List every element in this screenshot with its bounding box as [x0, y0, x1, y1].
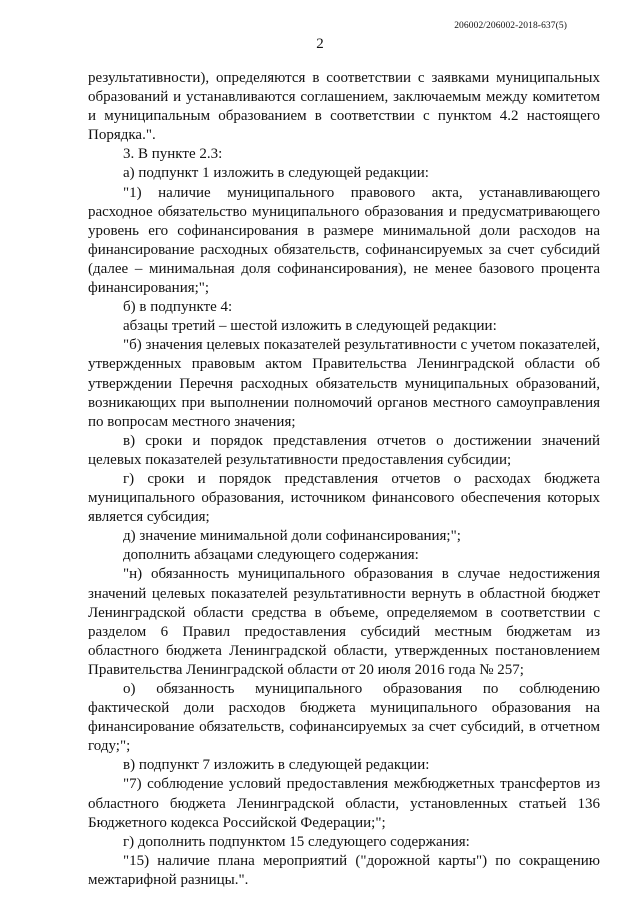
paragraph-quote-d: д) значение минимальной доли софинансирования;"; [123, 528, 461, 545]
page-number: 2 [316, 36, 324, 52]
paragraph-quote-1: "1) наличие муниципального правового акта, устанавливающего расходное обязательство муниципального образования и предусматривающего уровень его софинансирования в размере минимальной доли расходов на финансирование расходных обязательств, софинансируемых за счет субсидий (далее – минимальная доля софинансирования), не менее базового процента финансирования;"; [88, 184, 600, 297]
paragraph-quote-v: в) сроки и порядок представления отчетов о достижении значений целевых показателей результативности предоставления субсидии; [88, 432, 600, 468]
paragraph-dopolnit: дополнить абзацами следующего содержания: [123, 547, 419, 564]
paragraph-quote-15: "15) наличие плана мероприятий ("дорожной карты") по сокращению межтарифной разницы.". [88, 852, 600, 888]
paragraph-subitem-a: а) подпункт 1 изложить в следующей редакции: [123, 165, 429, 182]
paragraph-subitem-v: в) подпункт 7 изложить в следующей редакции: [123, 757, 430, 774]
paragraph-item-3: 3. В пункте 2.3: [123, 146, 223, 163]
document-code: 206002/206002-2018-637(5) [454, 21, 567, 31]
paragraph-subitem-b: б) в подпункте 4: [123, 299, 233, 316]
paragraph-subitem-g: г) дополнить подпунктом 15 следующего содержания: [123, 833, 470, 850]
paragraph-quote-o: о) обязанность муниципального образования по соблюдению фактической доли расходов бюджета муниципального образования на финансирование обязательств, софинансируемых за счет субсидий, в отчетном году;"; [88, 681, 600, 755]
paragraph-continuation: результативности), определяются в соответствии с заявками муниципальных образований и устанавливаются соглашением, заключаемым между комитетом и муниципальным образованием в соответствии с пунктом 4.2 настоящего Порядка.". [88, 70, 600, 144]
paragraph-abzacy: абзацы третий – шестой изложить в следующей редакции: [123, 318, 497, 335]
paragraph-quote-b: "б) значения целевых показателей результативности с учетом показателей, утвержденных правовым актом Правительства Ленинградской области об утверждении Перечня расходных обязательств муниципальных образований, возникающих при выполнении полномочий органов местного самоуправления по вопросам местного значения; [88, 337, 600, 430]
document-body [88, 69, 600, 890]
paragraph-quote-7: "7) соблюдение условий предоставления межбюджетных трансфертов из областного бюджета Ленинградской области, установленных статьей 136 Бюджетного кодекса Российской Федерации;"; [88, 776, 600, 831]
paragraph-quote-n: "н) обязанность муниципального образования в случае недостижения значений целевых показателей результативности вернуть в областной бюджет Ленинградской области средства в объеме, определяемом в соответствии с разделом 6 Правил предоставления субсидий местным бюджетам из областного бюджета Ленинградской области, утвержденных постановлением Правительства Ленинградской области от 20 июля 2016 года № 257; [88, 566, 600, 678]
paragraph-quote-g: г) сроки и порядок представления отчетов о расходах бюджета муниципального образования, источником финансового обеспечения которых является субсидия; [88, 470, 600, 526]
